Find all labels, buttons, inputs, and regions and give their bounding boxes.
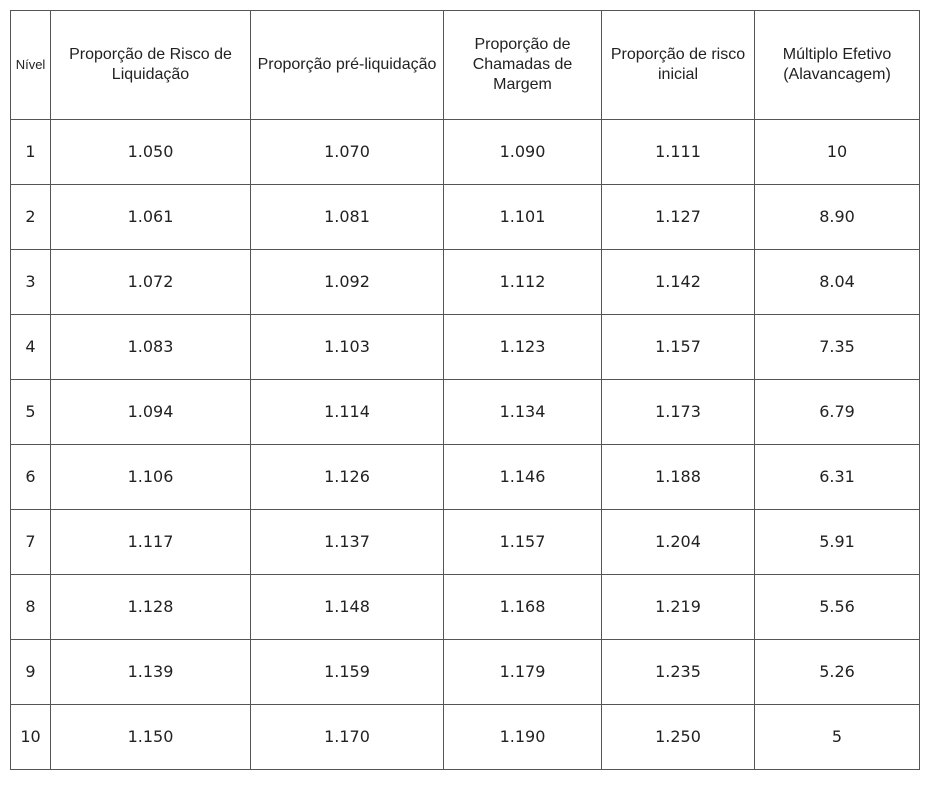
table-row	[11, 120, 920, 185]
table-row	[11, 640, 920, 705]
effective-multiple-cell: 6.79	[755, 380, 920, 445]
pre-liquidation-cell: 1.103	[251, 315, 444, 380]
margin-call-cell: 1.090	[444, 120, 602, 185]
level-cell: 3	[11, 250, 51, 315]
initial-risk-cell: 1.188	[602, 445, 755, 510]
header-initial-risk-ratio: Proporção de risco inicial	[602, 11, 755, 120]
table-row	[11, 250, 920, 315]
pre-liquidation-cell: 1.070	[251, 120, 444, 185]
initial-risk-cell: 1.127	[602, 185, 755, 250]
margin-call-cell: 1.190	[444, 705, 602, 770]
margin-call-cell: 1.146	[444, 445, 602, 510]
initial-risk-cell: 1.235	[602, 640, 755, 705]
level-cell: 1	[11, 120, 51, 185]
level-cell: 9	[11, 640, 51, 705]
effective-multiple-cell: 5.56	[755, 575, 920, 640]
initial-risk-cell: 1.219	[602, 575, 755, 640]
effective-multiple-cell: 5	[755, 705, 920, 770]
effective-multiple-cell: 8.90	[755, 185, 920, 250]
pre-liquidation-cell: 1.092	[251, 250, 444, 315]
pre-liquidation-cell: 1.148	[251, 575, 444, 640]
effective-multiple-cell: 8.04	[755, 250, 920, 315]
effective-multiple-cell: 10	[755, 120, 920, 185]
liquidation-risk-cell: 1.050	[51, 120, 251, 185]
table-row	[11, 185, 920, 250]
effective-multiple-cell: 5.91	[755, 510, 920, 575]
liquidation-risk-cell: 1.083	[51, 315, 251, 380]
level-cell: 7	[11, 510, 51, 575]
pre-liquidation-cell: 1.159	[251, 640, 444, 705]
margin-call-cell: 1.112	[444, 250, 602, 315]
header-margin-call-ratio: Proporção de Chamadas de Margem	[444, 11, 602, 120]
table-body	[11, 120, 920, 770]
pre-liquidation-cell: 1.126	[251, 445, 444, 510]
liquidation-risk-cell: 1.128	[51, 575, 251, 640]
liquidation-risk-cell: 1.150	[51, 705, 251, 770]
level-cell: 5	[11, 380, 51, 445]
liquidation-risk-cell: 1.094	[51, 380, 251, 445]
liquidation-risk-cell: 1.061	[51, 185, 251, 250]
table-header-row	[11, 11, 920, 120]
table-row	[11, 575, 920, 640]
liquidation-risk-cell: 1.117	[51, 510, 251, 575]
level-cell: 8	[11, 575, 51, 640]
margin-call-cell: 1.134	[444, 380, 602, 445]
level-cell: 6	[11, 445, 51, 510]
header-level: Nível	[11, 11, 51, 120]
pre-liquidation-cell: 1.137	[251, 510, 444, 575]
margin-call-cell: 1.179	[444, 640, 602, 705]
header-pre-liquidation-ratio: Proporção pré-liquidação	[251, 11, 444, 120]
table-row	[11, 445, 920, 510]
effective-multiple-cell: 5.26	[755, 640, 920, 705]
liquidation-risk-cell: 1.106	[51, 445, 251, 510]
table-row	[11, 315, 920, 380]
table-row	[11, 705, 920, 770]
pre-liquidation-cell: 1.081	[251, 185, 444, 250]
effective-multiple-cell: 6.31	[755, 445, 920, 510]
margin-call-cell: 1.168	[444, 575, 602, 640]
initial-risk-cell: 1.250	[602, 705, 755, 770]
initial-risk-cell: 1.142	[602, 250, 755, 315]
leverage-tiers-table	[10, 10, 920, 770]
liquidation-risk-cell: 1.139	[51, 640, 251, 705]
initial-risk-cell: 1.157	[602, 315, 755, 380]
header-liquidation-risk-ratio: Proporção de Risco de Liquidação	[51, 11, 251, 120]
initial-risk-cell: 1.173	[602, 380, 755, 445]
level-cell: 2	[11, 185, 51, 250]
leverage-table-container	[10, 10, 920, 770]
initial-risk-cell: 1.204	[602, 510, 755, 575]
pre-liquidation-cell: 1.170	[251, 705, 444, 770]
initial-risk-cell: 1.111	[602, 120, 755, 185]
level-cell: 10	[11, 705, 51, 770]
table-row	[11, 380, 920, 445]
margin-call-cell: 1.157	[444, 510, 602, 575]
margin-call-cell: 1.101	[444, 185, 602, 250]
pre-liquidation-cell: 1.114	[251, 380, 444, 445]
table-row	[11, 510, 920, 575]
header-effective-multiple: Múltiplo Efetivo (Alavancagem)	[755, 11, 920, 120]
level-cell: 4	[11, 315, 51, 380]
effective-multiple-cell: 7.35	[755, 315, 920, 380]
liquidation-risk-cell: 1.072	[51, 250, 251, 315]
margin-call-cell: 1.123	[444, 315, 602, 380]
